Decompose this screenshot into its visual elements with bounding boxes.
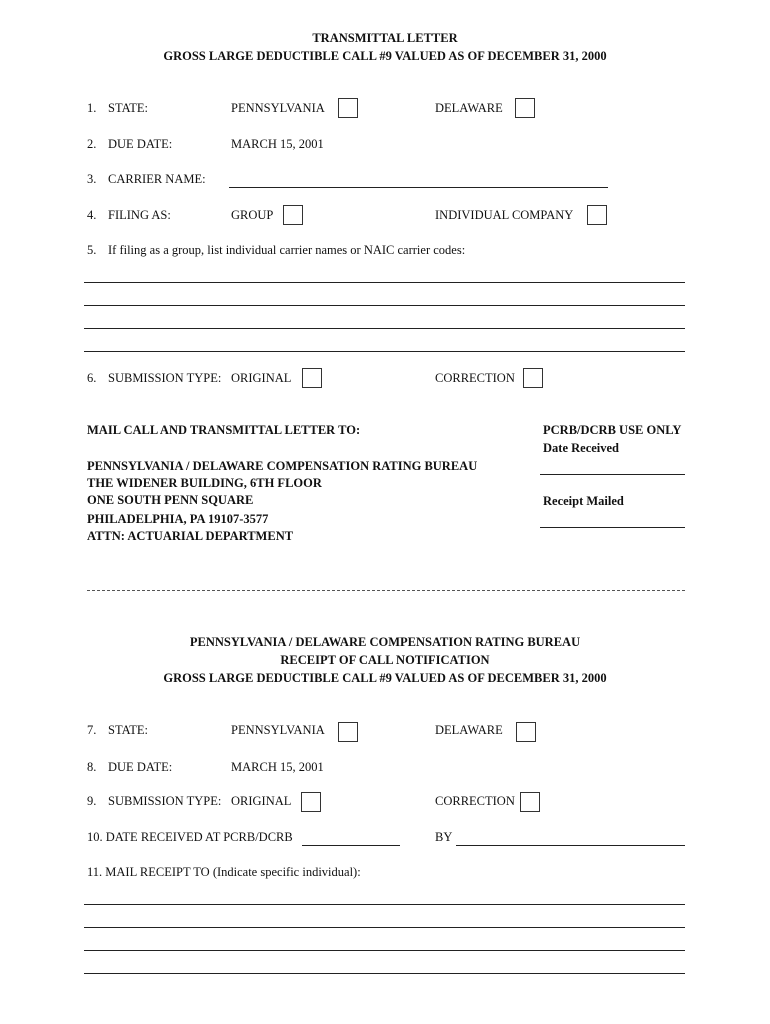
by-label: BY — [435, 830, 453, 844]
item-1-number: 1. — [87, 101, 97, 115]
item-9-number: 9. — [87, 794, 97, 808]
submission-correction-checkbox[interactable] — [523, 368, 543, 388]
receipt-state-delaware-checkbox[interactable] — [516, 722, 536, 742]
mail-receipt-line-4[interactable] — [84, 973, 685, 974]
receipt-title-1: PENNSYLVANIA / DELAWARE COMPENSATION RATING BUREAU — [189, 635, 581, 649]
receipt-original-checkbox[interactable] — [301, 792, 321, 812]
carrier-list-line-4[interactable] — [84, 351, 685, 352]
mail-receipt-line-3[interactable] — [84, 950, 685, 951]
state-delaware-label: DELAWARE — [435, 101, 503, 115]
receipt-title-3: GROSS LARGE DEDUCTIBLE CALL #9 VALUED AS OF DECEMBER 31, 2000 — [163, 671, 607, 685]
item-3-label: CARRIER NAME: — [108, 172, 206, 186]
item-5-label: If filing as a group, list individual carrier names or NAIC carrier codes: — [108, 243, 466, 257]
mail-heading: MAIL CALL AND TRANSMITTAL LETTER TO: — [87, 423, 361, 437]
address-line-2: THE WIDENER BUILDING, 6TH FLOOR — [87, 476, 322, 490]
item-1-label: STATE: — [108, 101, 148, 115]
item-4-label: FILING AS: — [108, 208, 171, 222]
filing-group-label: GROUP — [231, 208, 274, 222]
receipt-state-delaware-label: DELAWARE — [435, 723, 503, 737]
due-date-value: MARCH 15, 2001 — [231, 137, 324, 151]
carrier-name-field[interactable] — [229, 187, 608, 188]
item-4-number: 4. — [87, 208, 97, 222]
receipt-mailed-field[interactable] — [540, 527, 685, 528]
item-2-label: DUE DATE: — [108, 137, 173, 151]
form-title: TRANSMITTAL LETTER — [312, 31, 458, 45]
carrier-list-line-3[interactable] — [84, 328, 685, 329]
filing-individual-label: INDIVIDUAL COMPANY — [435, 208, 574, 222]
receipt-due-date-value: MARCH 15, 2001 — [231, 760, 324, 774]
office-use-heading: PCRB/DCRB USE ONLY — [543, 423, 682, 437]
carrier-list-line-2[interactable] — [84, 305, 685, 306]
item-3-number: 3. — [87, 172, 97, 186]
item-7-label: STATE: — [108, 723, 148, 737]
item-6-label: SUBMISSION TYPE: — [108, 371, 222, 385]
submission-correction-label: CORRECTION — [435, 371, 515, 385]
address-line-3: ONE SOUTH PENN SQUARE — [87, 493, 254, 507]
receipt-correction-label: CORRECTION — [435, 794, 515, 808]
state-delaware-checkbox[interactable] — [515, 98, 535, 118]
submission-original-label: ORIGINAL — [231, 371, 292, 385]
state-pennsylvania-checkbox[interactable] — [338, 98, 358, 118]
receipt-title-2: RECEIPT OF CALL NOTIFICATION — [280, 653, 490, 667]
address-line-5: ATTN: ACTUARIAL DEPARTMENT — [87, 529, 294, 543]
address-line-1: PENNSYLVANIA / DELAWARE COMPENSATION RATING BUREAU — [87, 459, 478, 473]
item-5-number: 5. — [87, 243, 97, 257]
filing-individual-checkbox[interactable] — [587, 205, 607, 225]
item-9-label: SUBMISSION TYPE: — [108, 794, 222, 808]
date-received-label: Date Received — [543, 441, 620, 455]
item-8-number: 8. — [87, 760, 97, 774]
receipt-mailed-label: Receipt Mailed — [543, 494, 624, 508]
item-11-label: 11. MAIL RECEIPT TO (Indicate specific individual): — [87, 865, 361, 879]
item-10-label: 10. DATE RECEIVED AT PCRB/DCRB — [87, 830, 293, 844]
cut-line-divider — [87, 590, 685, 591]
date-received-field[interactable] — [540, 474, 685, 475]
date-received-pcrb-field[interactable] — [302, 845, 400, 846]
receipt-correction-checkbox[interactable] — [520, 792, 540, 812]
receipt-state-pennsylvania-checkbox[interactable] — [338, 722, 358, 742]
submission-original-checkbox[interactable] — [302, 368, 322, 388]
item-6-number: 6. — [87, 371, 97, 385]
filing-group-checkbox[interactable] — [283, 205, 303, 225]
item-8-label: DUE DATE: — [108, 760, 173, 774]
by-field[interactable] — [456, 845, 685, 846]
mail-receipt-line-2[interactable] — [84, 927, 685, 928]
mail-receipt-line-1[interactable] — [84, 904, 685, 905]
item-2-number: 2. — [87, 137, 97, 151]
receipt-original-label: ORIGINAL — [231, 794, 292, 808]
carrier-list-line-1[interactable] — [84, 282, 685, 283]
form-subtitle: GROSS LARGE DEDUCTIBLE CALL #9 VALUED AS OF DECEMBER 31, 2000 — [163, 49, 607, 63]
item-7-number: 7. — [87, 723, 97, 737]
receipt-state-pennsylvania-label: PENNSYLVANIA — [231, 723, 325, 737]
address-line-4: PHILADELPHIA, PA 19107-3577 — [87, 512, 269, 526]
state-pennsylvania-label: PENNSYLVANIA — [231, 101, 325, 115]
